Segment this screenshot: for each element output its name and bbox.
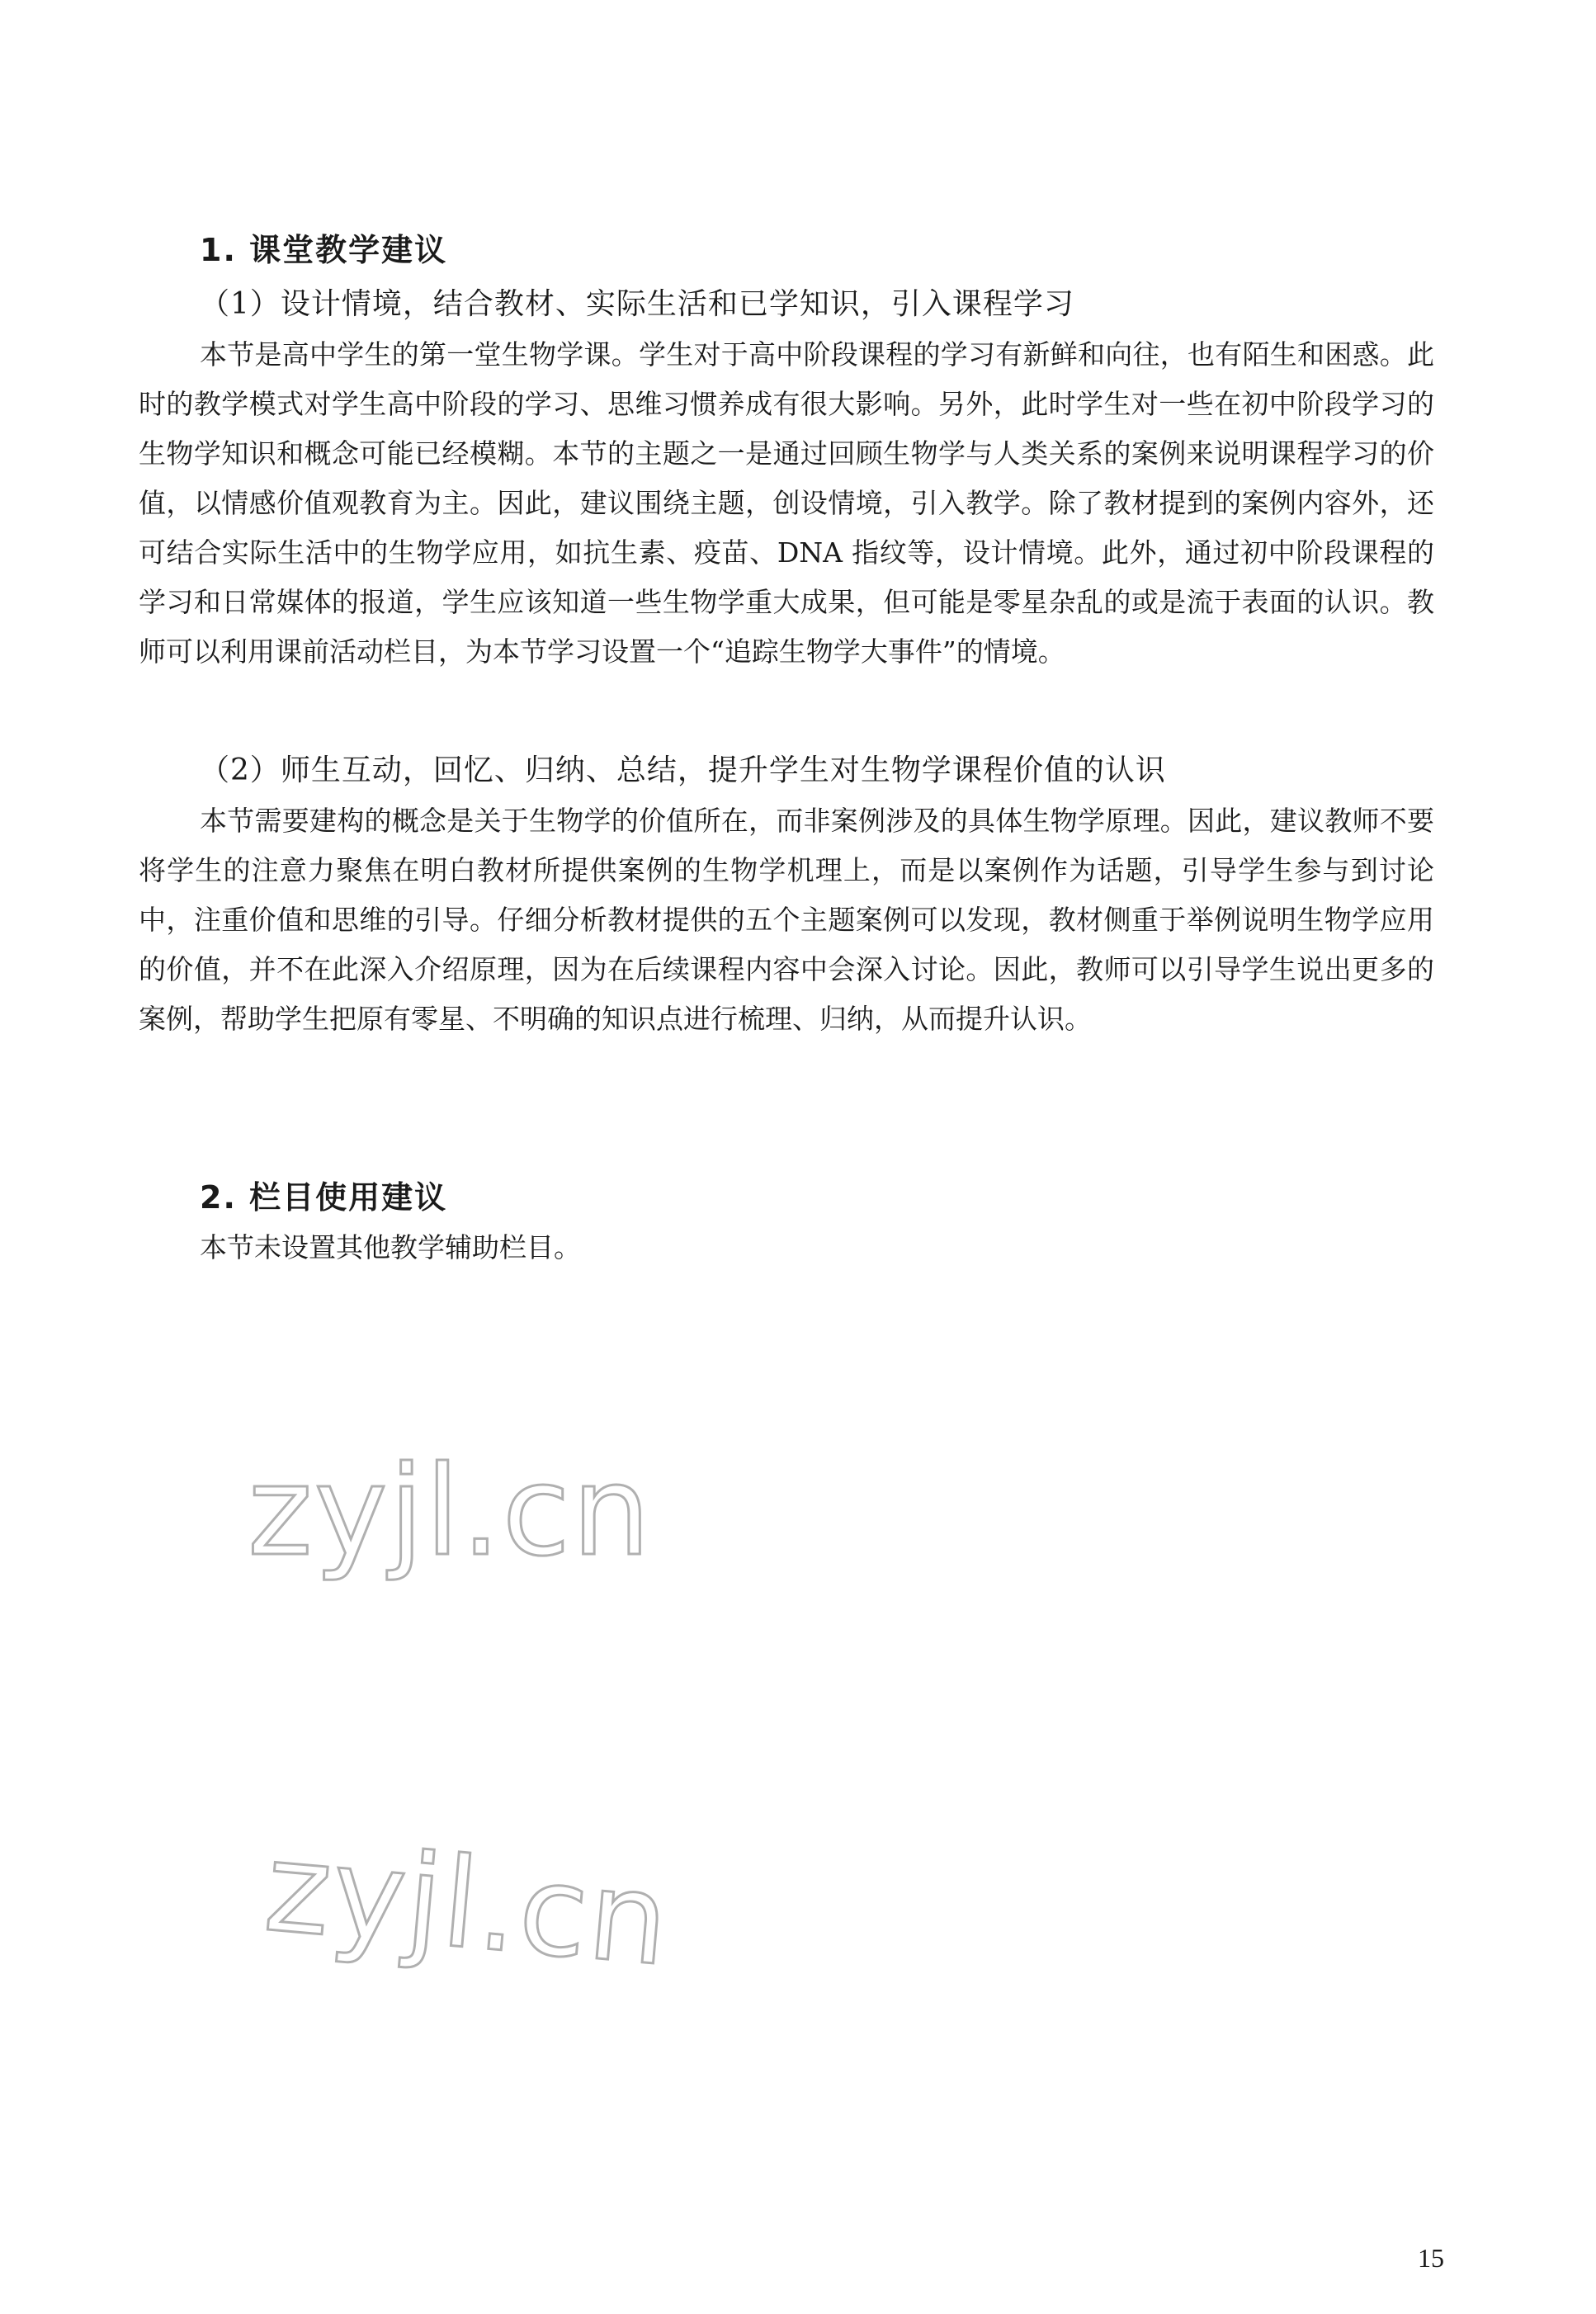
section-2-paragraph: 本节未设置其他教学辅助栏目。 [200, 1231, 581, 1263]
subsection-2-heading: （2）师生互动，回忆、归纳、总结，提升学生对生物学课程价值的认识 [200, 753, 1166, 787]
watermark-logo: zyjl.cn [248, 1440, 653, 1584]
subsection-1-heading: （1）设计情境，结合教材、实际生活和已学知识，引入课程学习 [200, 287, 1074, 321]
section-1-heading: 1. 课堂教学建议 [200, 232, 448, 268]
subsection-2-paragraph: 本节需要建构的概念是关于生物学的价值所在，而非案例涉及的具体生物学原理。因此，建议教师不要将学生的注意力聚焦在明白教材所提供案例的生物学机理上，而是以案例作为话题，引导学生参与到讨论中，注重价值和思维的引导。仔细分析教材提供的五个主题案例可以发现，教材侧重于举例说明生物学应用的价值，并不在此深入介绍原理，因为在后续课程内容中会深入讨论。因此，教师可以引导学生说出更多的案例，帮助学生把原有零星、不明确的知识点进行梳理、归纳，从而提升认识。 [139, 805, 1434, 1035]
page-number: 15 [1418, 2243, 1444, 2273]
watermark-logo: zyjl.cn [259, 1816, 676, 1995]
subsection-1-paragraph: 本节是高中学生的第一堂生物学课。学生对于高中阶段课程的学习有新鲜和向往，也有陌生和困惑。此时的教学模式对学生高中阶段的学习、思维习惯养成有很大影响。另外，此时学生对一些在初中阶段学习的生物学知识和概念可能已经模糊。本节的主题之一是通过回顾生物学与人类关系的案例来说明课程学习的价值，以情感价值观教育为主。因此，建议围绕主题，创设情境，引入教学。除了教材提到的案例内容外，还可结合实际生活中的生物学应用，如抗生素、疫苗、DNA 指纹等，设计情境。此外，通过初中阶段课程的学习和日常媒体的报道，学生应该知道一些生物学重大成果，但可能是零星杂乱的或是流于表面的认识。教师可以利用课前活动栏目，为本节学习设置一个“追踪生物学大事件”的情境。 [139, 338, 1434, 668]
section-2-heading: 2. 栏目使用建议 [200, 1179, 448, 1216]
